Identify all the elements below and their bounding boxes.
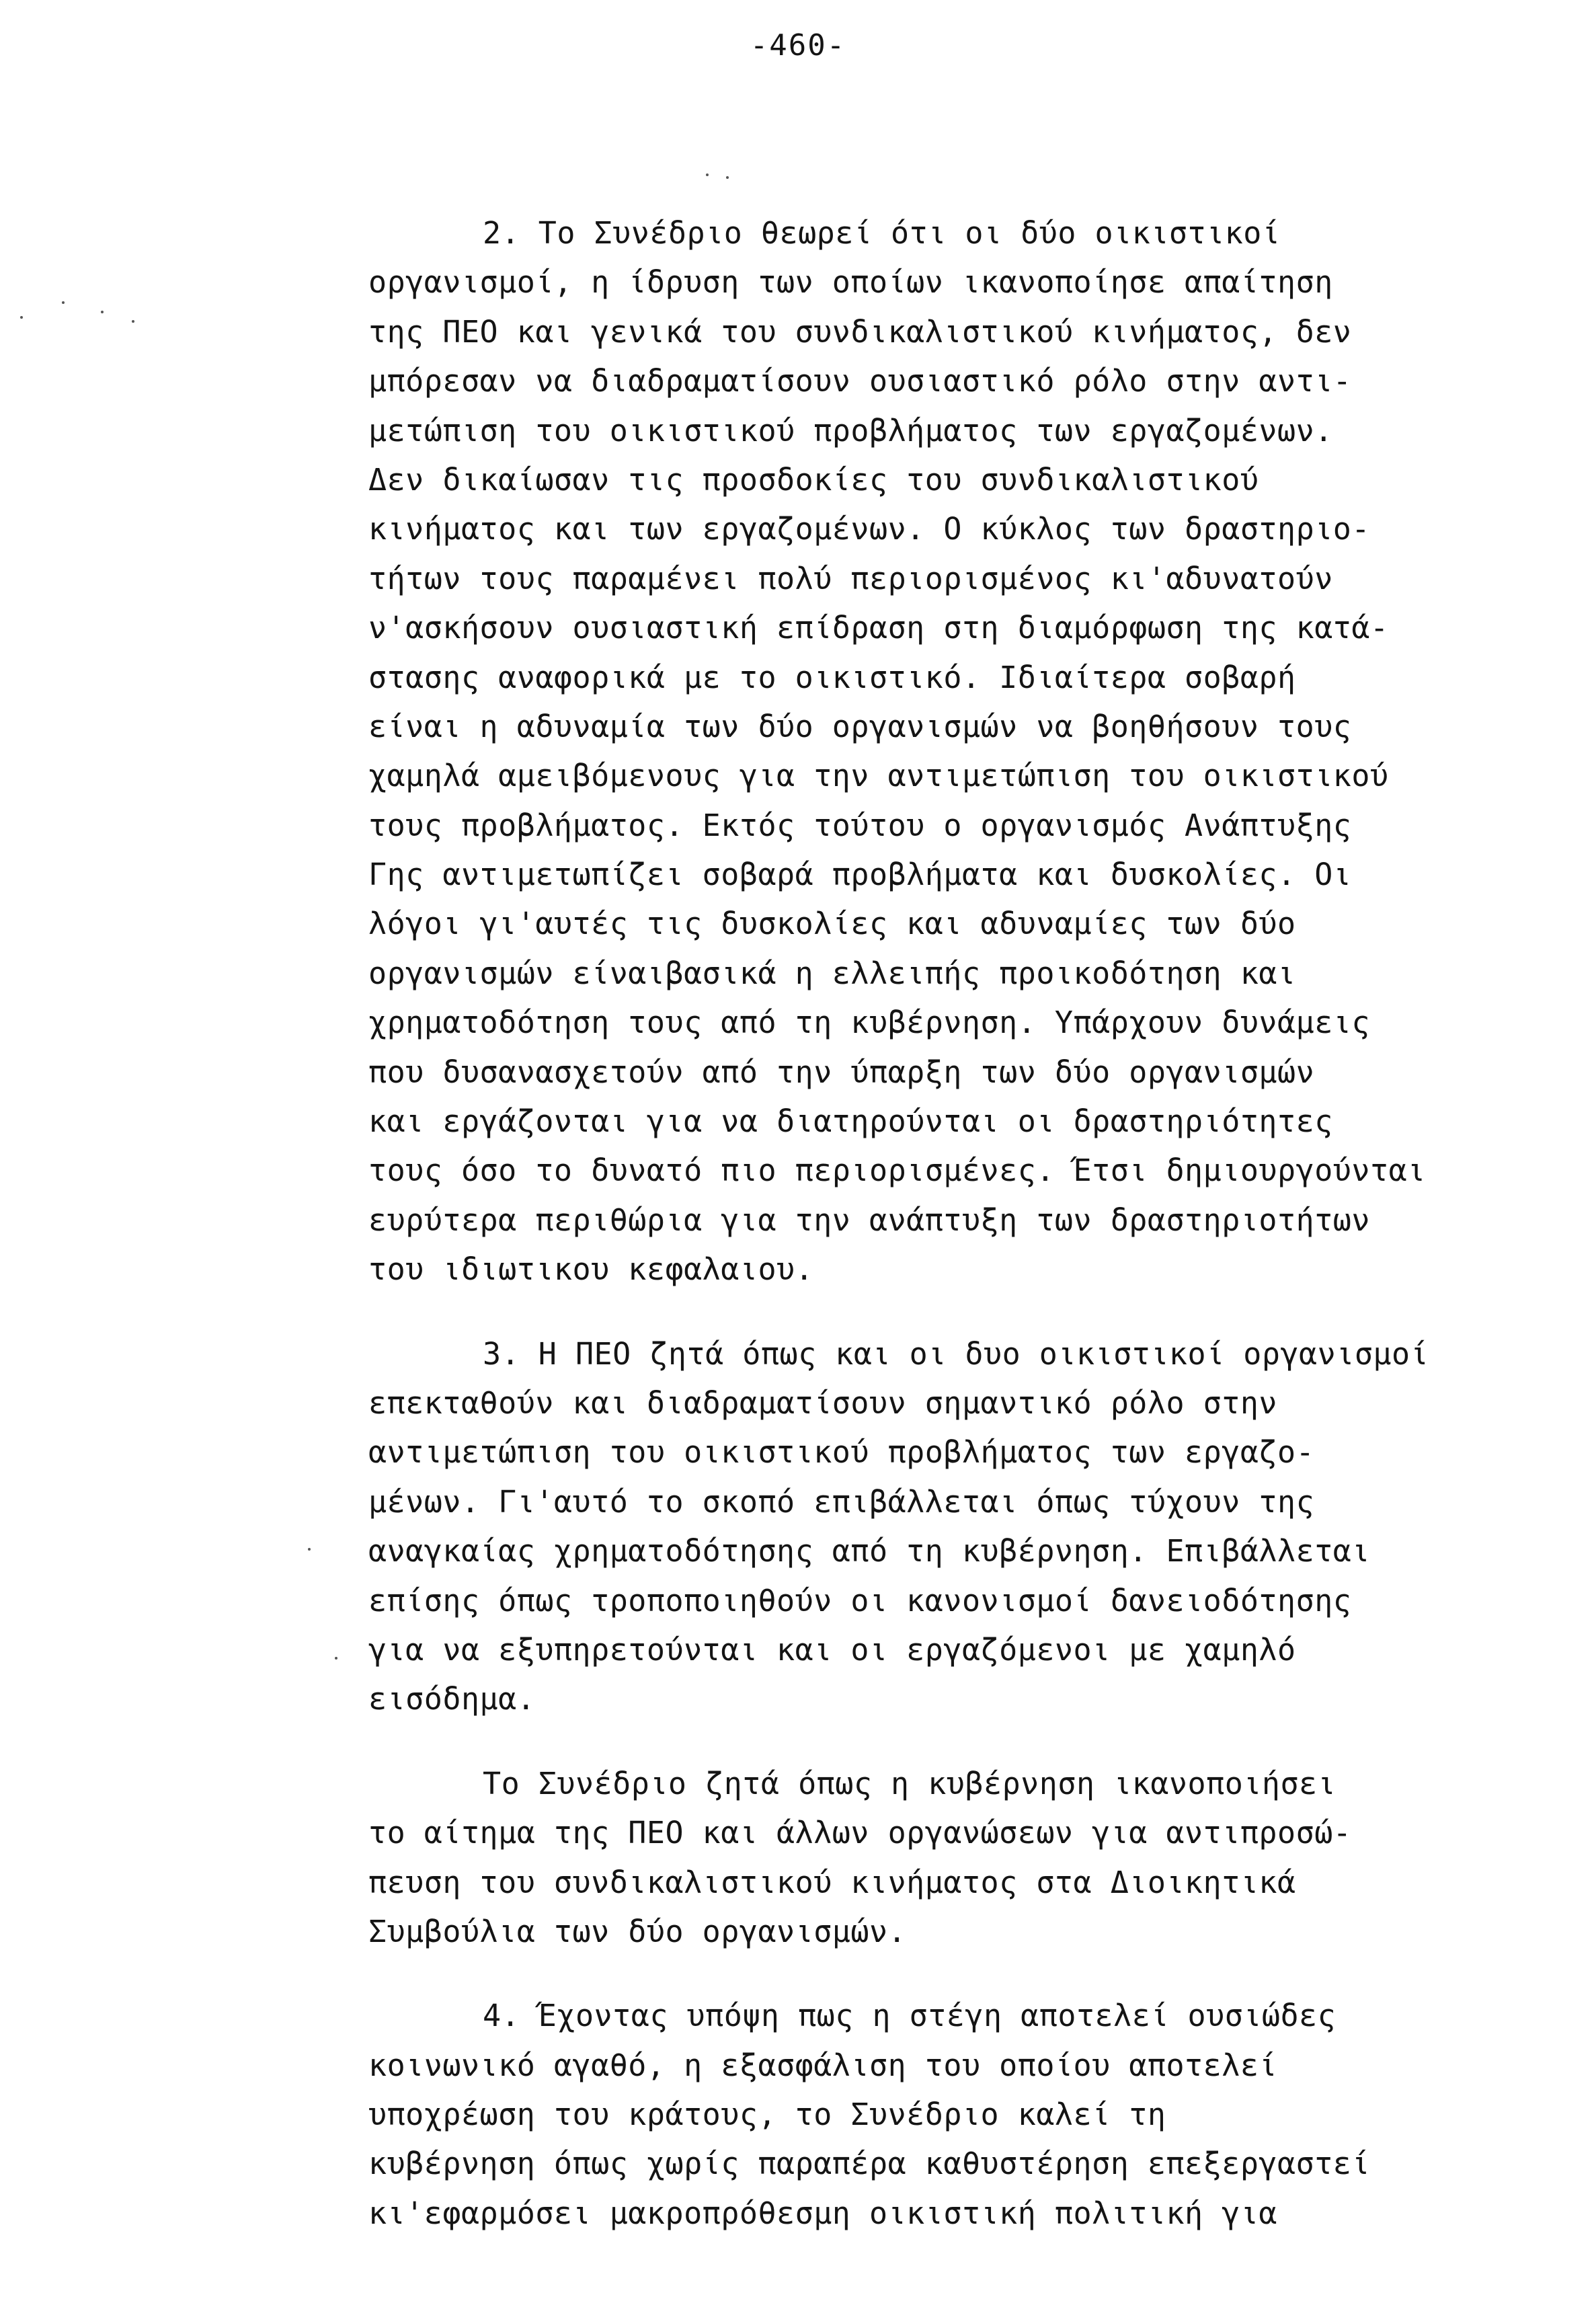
text-line: του ιδιωτικου κεφαλαιου. — [368, 1251, 814, 1288]
paragraph-4 — [368, 1991, 1585, 2238]
text-line: τήτων τους παραμένει πολύ περιορισμένος κι'αδυνατούν — [368, 560, 1333, 596]
text-line: υποχρέωση του κράτους, το Συνέδριο καλεί τη — [368, 2097, 1166, 2133]
text-line: 3. Η ΠΕΟ ζητά όπως και οι δυο οικιστικοί οργανισμοί — [483, 1335, 1429, 1372]
text-line: μένων. Γι'αυτό το σκοπό επιβάλλεται όπως τύχουν της — [368, 1483, 1315, 1520]
text-line: μετώπιση του οικιστικού προβλήματος των εργαζομένων. — [368, 412, 1333, 449]
paragraph-2 — [368, 208, 1585, 1294]
page-number: -460- — [750, 28, 846, 63]
text-line: Το Συνέδριο ζητά όπως η κυβέρνηση ικανοποιήσει — [483, 1765, 1336, 1801]
text-line: Συμβούλια των δύο οργανισμών. — [368, 1913, 907, 1949]
text-line: μπόρεσαν να διαδραματίσουν ουσιαστικό ρόλο στην αντι- — [368, 363, 1352, 399]
text-line: στασης αναφορικά με το οικιστικό. Ιδιαίτερα σοβαρή — [368, 659, 1296, 695]
text-line: χαμηλά αμειβόμενους για την αντιμετώπιση του οικιστικού — [368, 758, 1389, 794]
text-line: λόγοι γι'αυτές τις δυσκολίες και αδυναμίες των δύο — [368, 906, 1296, 942]
text-line: της ΠΕΟ και γενικά του συνδικαλιστικού κινήματος, δεν — [368, 313, 1352, 350]
text-line: τους προβλήματος. Εκτός τούτου ο οργανισμός Ανάπτυξης — [368, 807, 1352, 843]
text-line: τους όσο το δυνατό πιο περιορισμένες. Έτσι δημιουργούνται — [368, 1153, 1426, 1189]
paragraph-3 — [368, 1329, 1585, 1724]
text-line: Γης αντιμετωπίζει σοβαρά προβλήματα και δυσκολίες. Οι — [368, 857, 1352, 893]
paragraph-3-continued — [368, 1759, 1585, 1957]
text-line: κυβέρνηση όπως χωρίς παραπέρα καθυστέρηση επεξεργαστεί — [368, 2146, 1370, 2182]
text-line: ευρύτερα περιθώρια για την ανάπτυξη των δραστηριοτήτων — [368, 1202, 1370, 1238]
paragraph-gap — [368, 1724, 1585, 1759]
text-line: επεκταθούν και διαδραματίσουν σημαντικό ρόλο στην — [368, 1385, 1278, 1421]
text-line: κι'εφαρμόσει μακροπρόθεσμη οικιστική πολιτική για — [368, 2195, 1278, 2231]
text-line: Δεν δικαίωσαν τις προσδοκίες του συνδικαλιστικού — [368, 461, 1259, 498]
text-line: αντιμετώπιση του οικιστικού προβλήματος των εργαζο- — [368, 1434, 1315, 1471]
text-line: αναγκαίας χρηματοδότησης από τη κυβέρνηση. Επιβάλλεται — [368, 1533, 1370, 1569]
text-line: 2. Το Συνέδριο θεωρεί ότι οι δύο οικιστικοί — [483, 215, 1281, 251]
paragraph-gap — [368, 1956, 1585, 1991]
paragraph-gap — [368, 1294, 1585, 1329]
text-line: κινήματος και των εργαζομένων. Ο κύκλος των δραστηριο- — [368, 511, 1370, 547]
document-body — [368, 208, 1585, 2238]
text-line: είναι η αδυναμία των δύο οργανισμών να βοηθήσουν τους — [368, 708, 1352, 744]
text-line: επίσης όπως τροποποιηθούν οι κανονισμοί δανειοδότησης — [368, 1582, 1352, 1619]
text-line: χρηματοδότηση τους από τη κυβέρνηση. Υπάρχουν δυνάμεις — [368, 1005, 1370, 1041]
text-line: πευση του συνδικαλιστικού κινήματος στα Διοικητικά — [368, 1864, 1296, 1900]
text-line: οργανισμοί, η ίδρυση των οποίων ικανοποίησε απαίτηση — [368, 264, 1333, 301]
text-line: 4. Έχοντας υπόψη πως η στέγη αποτελεί ουσιώδες — [483, 1998, 1336, 2034]
text-line: που δυσανασχετούν από την ύπαρξη των δύο οργανισμών — [368, 1054, 1315, 1090]
text-line: ν'ασκήσουν ουσιαστική επίδραση στη διαμόρφωση της κατά- — [368, 610, 1389, 646]
text-line: το αίτημα της ΠΕΟ και άλλων οργανώσεων για αντιπροσώ- — [368, 1815, 1352, 1851]
text-line: εισόδημα. — [368, 1681, 536, 1717]
text-line: και εργάζονται για να διατηρούνται οι δραστηριότητες — [368, 1103, 1333, 1140]
text-line: οργανισμών είναιβασικά η ελλειπής προικοδότηση και — [368, 955, 1296, 991]
text-line: για να εξυπηρετούνται και οι εργαζόμενοι με χαμηλό — [368, 1631, 1296, 1668]
text-line: κοινωνικό αγαθό, η εξασφάλιση του οποίου αποτελεί — [368, 2047, 1278, 2083]
